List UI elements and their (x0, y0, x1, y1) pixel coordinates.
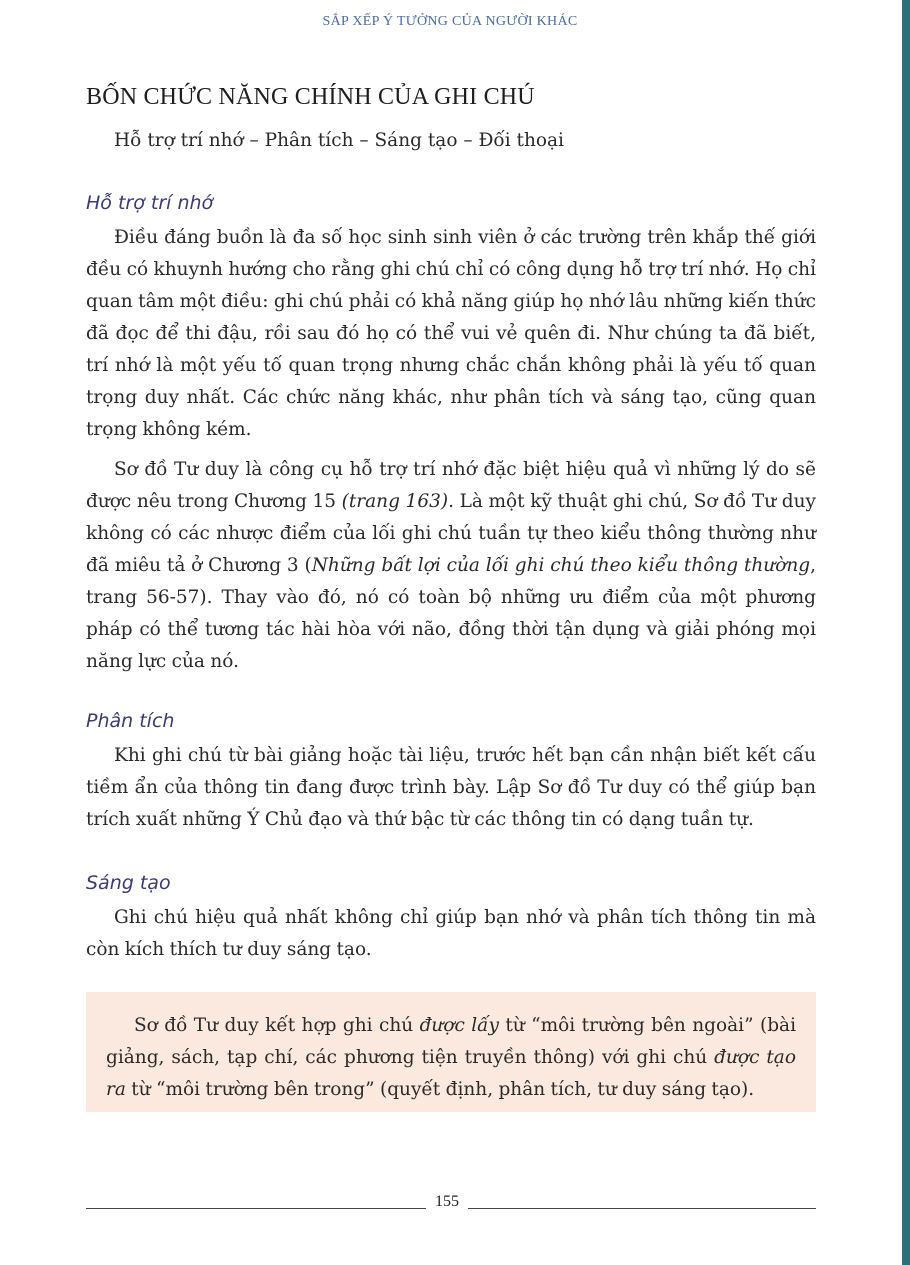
italic-reference: Những bất lợi của lối ghi chú theo kiểu thông thường (311, 555, 811, 576)
footer-rule-right (468, 1208, 816, 1209)
text-run: từ “môi trường bên ngoài” (bài giảng, sách, tạp chí, các phương tiện truyền thông) với ghi chú (106, 1015, 796, 1068)
text-run: Sơ đồ Tư duy kết hợp ghi chú (134, 1015, 420, 1036)
callout-text (106, 1010, 796, 1106)
text-run: từ “môi trường bên trong” (quyết định, phân tích, tư duy sáng tạo). (125, 1079, 755, 1100)
page-footer (86, 1193, 816, 1215)
section-analysis (86, 710, 816, 836)
section-heading: Phân tích (86, 710, 175, 732)
text-run: Sơ đồ Tư duy là công cụ hỗ trợ trí nhớ đặc biệt hiệu quả vì những lý do sẽ được nêu trong Chương 15 (86, 459, 816, 512)
paragraph: Ghi chú hiệu quả nhất không chỉ giúp bạn nhớ và phân tích thông tin mà còn kích thích tư duy sáng tạo. (86, 907, 816, 960)
page-edge-band (902, 0, 910, 1265)
subtitle: Hỗ trợ trí nhớ – Phân tích – Sáng tạo – Đối thoại (114, 130, 564, 151)
footer-rule-left (86, 1208, 426, 1209)
section-creativity (86, 872, 816, 966)
section-memory (86, 192, 816, 678)
text-run: . Là một kỹ thuật ghi chú, Sơ đồ Tư duy không có các nhược điểm của lối ghi chú tuần tự theo kiểu thông thường như đã miêu tả ở Chương 3 ( (86, 491, 817, 576)
paragraph (86, 454, 816, 678)
section-heading: Sáng tạo (86, 872, 171, 894)
callout-box (86, 992, 816, 1112)
chapter-title: BỐN CHỨC NĂNG CHÍNH CỦA GHI CHÚ (86, 84, 535, 110)
italic-emphasis: được tạo ra (106, 1047, 796, 1100)
text-run: , trang 56-57). Thay vào đó, nó có toàn bộ những ưu điểm của một phương pháp có thể tương tác hài hòa với não, đồng thời tận dụng và giải phóng mọi năng lực của nó. (86, 555, 816, 672)
section-heading: Hỗ trợ trí nhớ (86, 192, 214, 214)
paragraph: Khi ghi chú từ bài giảng hoặc tài liệu, trước hết bạn cần nhận biết kết cấu tiềm ẩn của thông tin đang được trình bày. Lập Sơ đồ Tư duy có thể giúp bạn trích xuất những Ý Chủ đạo và thứ bậc từ các thông tin có dạng tuần tự. (86, 745, 816, 830)
paragraph: Điều đáng buồn là đa số học sinh sinh viên ở các trường trên khắp thế giới đều có khuynh hướng cho rằng ghi chú chỉ có công dụng hỗ trợ trí nhớ. Họ chỉ quan tâm một điều: ghi chú phải có khả năng giúp họ nhớ lâu những kiến thức đã đọc để thi đậu, rồi sau đó họ có thể vui vẻ quên đi. Như chúng ta đã biết, trí nhớ là một yếu tố quan trọng nhưng chắc chắn không phải là yếu tố quan trọng duy nhất. Các chức năng khác, như phân tích và sáng tạo, cũng quan trọng không kém. (86, 227, 816, 440)
page-number: 155 (435, 1193, 459, 1210)
italic-reference: (trang 163) (341, 491, 449, 512)
italic-emphasis: được lấy (419, 1015, 499, 1036)
running-header: SẮP XẾP Ý TƯỞNG CỦA NGƯỜI KHÁC (322, 14, 578, 29)
